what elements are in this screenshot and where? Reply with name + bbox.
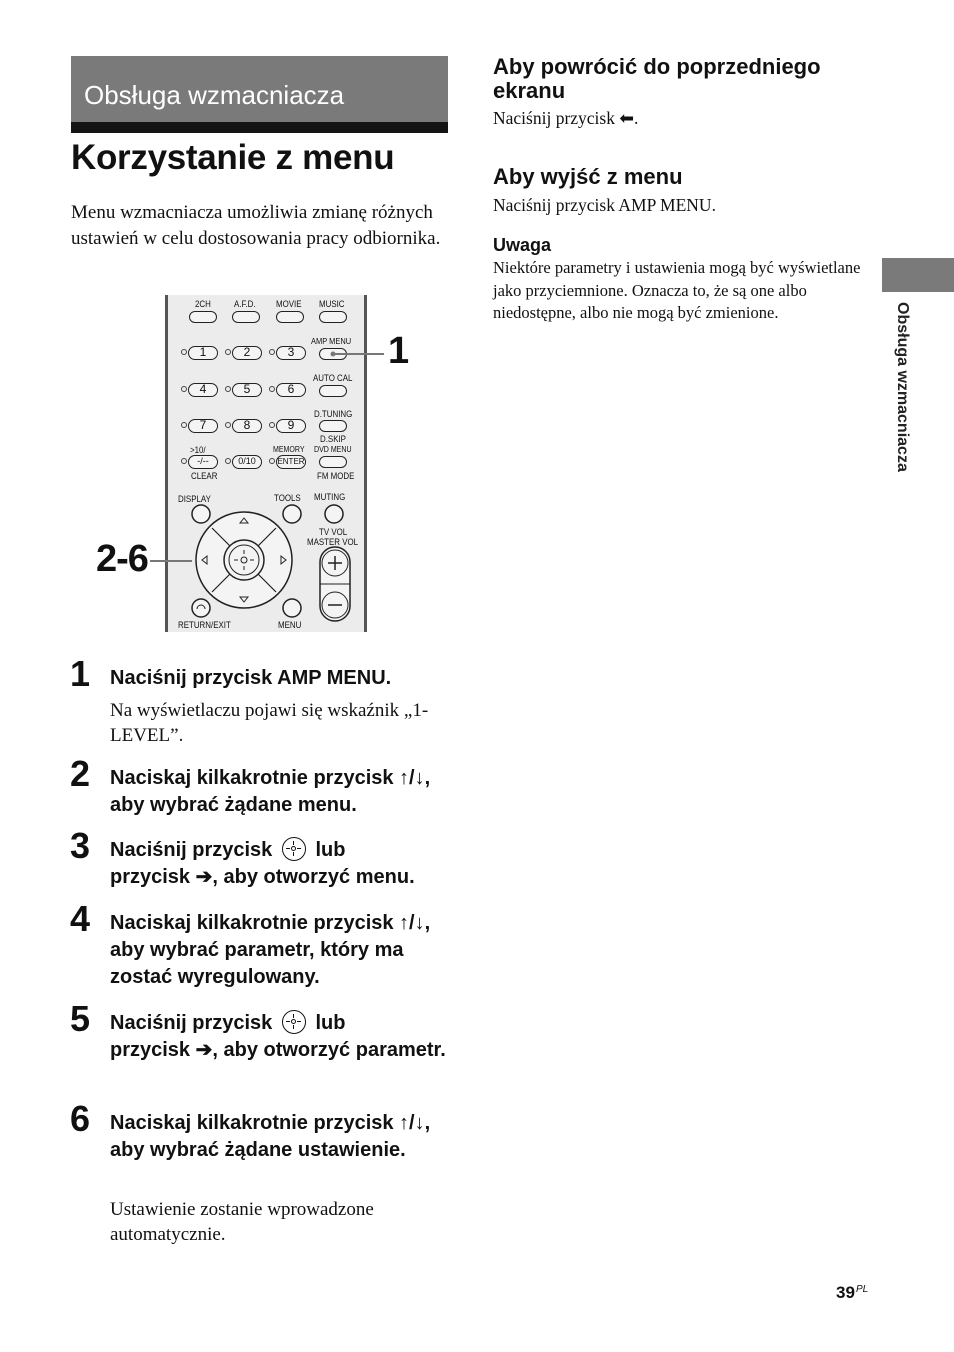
side-tab-marker [882, 258, 954, 292]
step-5-text-b: lub [315, 1012, 346, 1034]
step-3-heading [110, 837, 460, 891]
callout-2-6: 2-6 [96, 538, 148, 580]
intro-text: Menu wzmacniacza umożliwia zmianę różnych ustawień w celu dostosowania pracy odbiornika. [71, 202, 441, 249]
label-muting: MUTING [314, 492, 346, 502]
label-2ch: 2CH [195, 299, 211, 309]
callout-lines [140, 340, 390, 580]
num-6-button: 6 [276, 383, 306, 397]
step-2-number: 2 [70, 753, 91, 794]
label-ten-plus: >10/ [190, 445, 206, 455]
num-9-button: 9 [276, 419, 306, 433]
step-5-heading [110, 1010, 460, 1064]
step-1-number: 1 [70, 653, 91, 694]
step-4-number: 4 [70, 898, 91, 939]
enter-icon [282, 837, 306, 861]
step-5-number: 5 [70, 998, 91, 1039]
exit-body: Naciśnij przycisk AMP MENU. [493, 195, 716, 215]
num-2-button: 2 [232, 346, 262, 360]
label-afd: A.F.D. [234, 299, 256, 309]
step-4-heading: Naciskaj kilkakrotnie przycisk ↑/↓, aby wybrać parametr, który ma zostać wyregulowany. [110, 912, 431, 988]
step-6-heading: Naciskaj kilkakrotnie przycisk ↑/↓, aby wybrać żądane ustawienie. [110, 1112, 431, 1161]
dash-button: -/-- [188, 455, 218, 469]
enter-button: ENTER [276, 455, 306, 469]
label-memory: MEMORY [273, 445, 305, 454]
step-3-number: 3 [70, 825, 91, 866]
step-6-body: Ustawienie zostanie wprowadzone automatycznie. [110, 1199, 374, 1245]
num-3-button: 3 [276, 346, 306, 360]
step-3-text-b: lub [315, 839, 346, 861]
note-heading: Uwaga [493, 235, 552, 255]
label-d-skip: D.SKIP [320, 434, 346, 444]
callout-1: 1 [388, 330, 409, 372]
zero-ten-button: 0/10 [232, 455, 262, 469]
label-movie: MOVIE [276, 299, 302, 309]
label-d-tuning: D.TUNING [314, 409, 353, 419]
side-tab-label: Obsługa wzmacniacza [894, 302, 911, 472]
step-5-text-c: przycisk ➔, aby otworzyć parametr. [110, 1039, 446, 1061]
label-clear: CLEAR [191, 471, 218, 481]
step-3-text-c: przycisk ➔, aby otworzyć menu. [110, 866, 415, 888]
back-heading: Aby powrócić do poprzedniego ekranu [493, 54, 821, 103]
num-7-button: 7 [188, 419, 218, 433]
page-number: 39 [836, 1283, 855, 1302]
step-3-text-a: Naciśnij przycisk [110, 839, 273, 861]
num-4-button: 4 [188, 383, 218, 397]
step-1-heading: Naciśnij przycisk AMP MENU. [110, 667, 392, 689]
num-1-button: 1 [188, 346, 218, 360]
label-menu: MENU [278, 620, 302, 630]
label-auto-cal: AUTO CAL [313, 373, 353, 383]
label-display: DISPLAY [178, 494, 211, 504]
step-5-text-a: Naciśnij przycisk [110, 1012, 273, 1034]
note-body: Niektóre parametry i ustawienia mogą być wyświetlane jako przyciemnione. Oznacza to, że są one albo niedostępne, albo nie mogą być zmienione. [493, 258, 861, 322]
section-header-rule [71, 122, 448, 133]
label-dvd-menu: DVD MENU [314, 445, 352, 454]
num-5-button: 5 [232, 383, 262, 397]
page-title: Korzystanie z menu [71, 138, 395, 177]
page-language-suffix: PL [856, 1284, 869, 1295]
label-fm-mode: FM MODE [317, 471, 355, 481]
label-amp-menu: AMP MENU [311, 336, 352, 346]
label-tools: TOOLS [274, 493, 301, 503]
label-tv-vol: TV VOL [319, 527, 348, 537]
label-master-vol: MASTER VOL [307, 537, 359, 547]
section-title: Obsługa wzmacniacza [84, 80, 345, 110]
step-1-body: Na wyświetlaczu pojawi się wskaźnik „1-LEVEL”. [110, 700, 429, 746]
label-music: MUSIC [319, 299, 345, 309]
exit-heading: Aby wyjść z menu [493, 164, 683, 189]
label-return-exit: RETURN/EXIT [178, 620, 231, 630]
back-body: Naciśnij przycisk ⬅. [493, 108, 639, 128]
step-2-heading: Naciskaj kilkakrotnie przycisk ↑/↓, aby wybrać żądane menu. [110, 767, 431, 816]
enter-icon [282, 1010, 306, 1034]
num-8-button: 8 [232, 419, 262, 433]
step-6-number: 6 [70, 1098, 91, 1139]
